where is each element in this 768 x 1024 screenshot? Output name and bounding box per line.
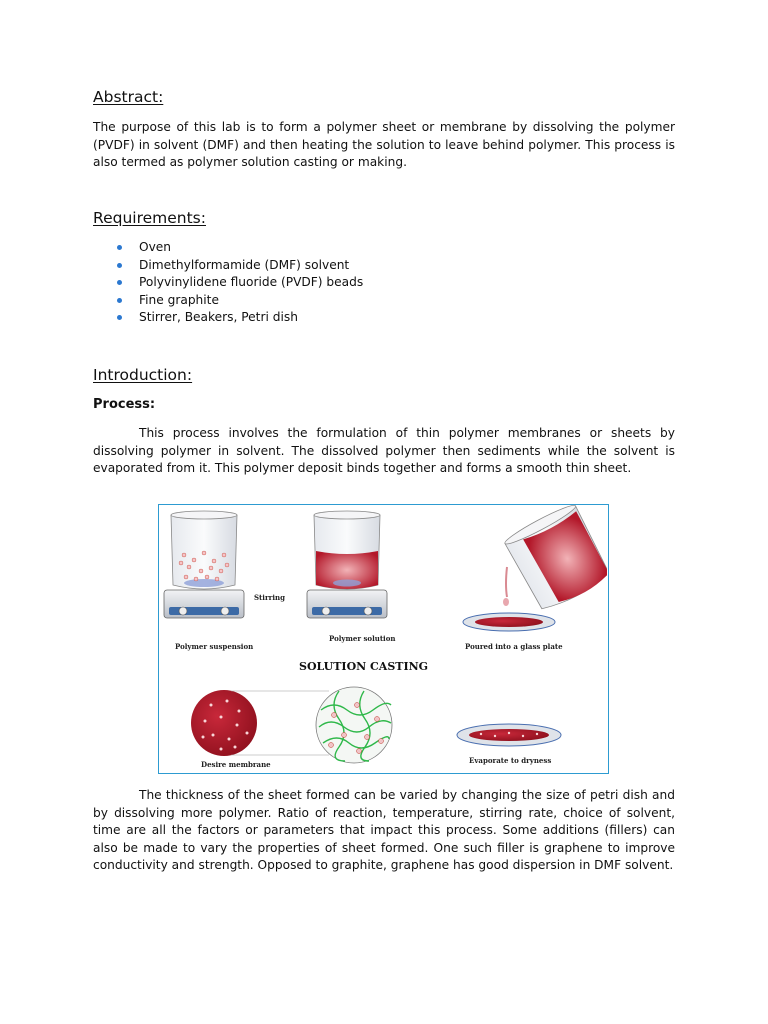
evaporate-label: Evaporate to dryness <box>469 756 552 765</box>
bullet-icon <box>117 280 122 285</box>
bullet-icon <box>117 245 122 250</box>
list-item: Fine graphite <box>93 292 363 310</box>
thickness-paragraph: The thickness of the sheet formed can be varied by changing the size of petri dish and by dissolving more polymer. Ratio of reaction, temperature, stirring rate, choice of solvent, time are all the factors or parameters that impact this process. Some additions (fillers) can also be made to vary the properties of sheet formed. One such filler is graphene to improve conductivity and strength. Opposed to graphite, graphene has good dispersion in DMF solvent. <box>93 788 675 872</box>
list-item: Polyvinylidene fluoride (PVDF) beads <box>93 274 363 292</box>
polymer-suspension-label: Polymer suspension <box>175 642 254 651</box>
evaporation-dish-icon <box>457 724 561 746</box>
beaker-solution-icon <box>307 511 387 618</box>
requirements-list <box>93 239 363 327</box>
figure-title: SOLUTION CASTING <box>299 660 429 673</box>
pouring-beaker-icon <box>503 505 607 615</box>
bullet-icon <box>117 298 122 303</box>
introduction-heading: Introduction: <box>93 366 193 384</box>
requirements-heading: Requirements: <box>93 209 206 227</box>
list-item: Dimethylformamide (DMF) solvent <box>93 257 363 275</box>
abstract-heading: Abstract: <box>93 88 164 106</box>
solution-casting-figure <box>158 504 609 774</box>
abstract-paragraph: The purpose of this lab is to form a polymer sheet or membrane by dissolving the polymer (PVDF) in solvent (DMF) and then heating the solution to leave behind polymer. This process is also termed as polymer solution casting or making. <box>93 120 675 169</box>
stirring-label: Stirring <box>254 593 285 602</box>
polymer-network-icon <box>316 687 392 763</box>
poured-label: Poured into a glass plate <box>465 642 563 651</box>
beaker-suspension-icon <box>164 511 244 618</box>
process-paragraph: This process involves the formulation of thin polymer membranes or sheets by dissolving polymer in solvent. The dissolved polymer then sediments while the solvent is evaporated from it. This polymer deposit binds together and forms a smooth thin sheet. <box>93 426 675 475</box>
bullet-icon <box>117 263 122 268</box>
membrane-disc-icon <box>191 690 257 756</box>
polymer-solution-label: Polymer solution <box>329 634 396 643</box>
process-subheading: Process: <box>93 397 156 412</box>
solution-casting-diagram <box>159 505 607 772</box>
petri-dish-icon <box>463 613 555 631</box>
bullet-icon <box>117 315 122 320</box>
list-item: Stirrer, Beakers, Petri dish <box>93 309 363 327</box>
list-item: Oven <box>93 239 363 257</box>
desire-membrane-label: Desire membrane <box>201 760 271 769</box>
